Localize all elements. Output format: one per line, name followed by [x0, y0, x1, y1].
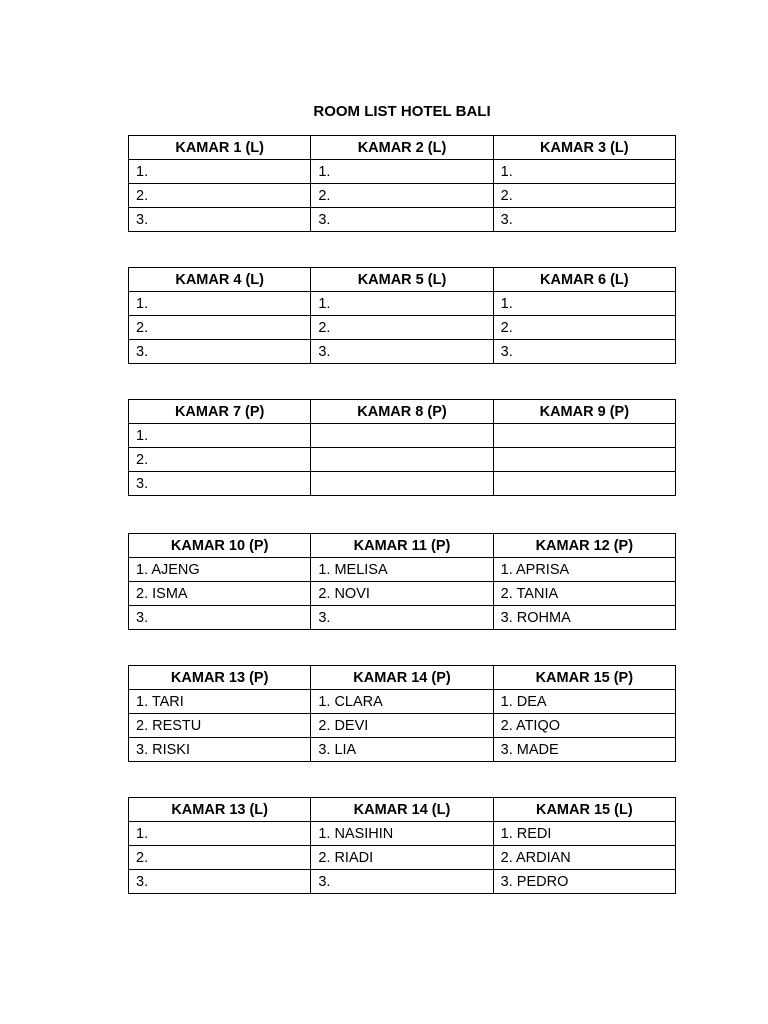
- table-row: [129, 424, 676, 448]
- table-cell: 2. RESTU: [129, 714, 311, 738]
- table-header-cell: KAMAR 11 (P): [311, 534, 493, 558]
- table-cell: 3. MADE: [493, 738, 675, 762]
- table-cell: [311, 472, 493, 496]
- table-row: [129, 558, 676, 582]
- table-header-cell: KAMAR 13 (P): [129, 666, 311, 690]
- room-table: [128, 135, 676, 232]
- table-cell: 3.: [129, 606, 311, 630]
- table-header-cell: KAMAR 14 (L): [311, 798, 493, 822]
- table-row: [129, 160, 676, 184]
- table-header-cell: KAMAR 15 (L): [493, 798, 675, 822]
- table-cell: [311, 424, 493, 448]
- table-header-cell: KAMAR 14 (P): [311, 666, 493, 690]
- table-cell: 3. ROHMA: [493, 606, 675, 630]
- table-cell: [493, 448, 675, 472]
- table-cell: 1.: [129, 424, 311, 448]
- table-cell: 3. LIA: [311, 738, 493, 762]
- table-cell: 1.: [493, 160, 675, 184]
- table-cell: 1. TARI: [129, 690, 311, 714]
- table-cell: 3.: [311, 340, 493, 364]
- table-cell: 2.: [129, 846, 311, 870]
- table-cell: 1.: [493, 292, 675, 316]
- room-table: [128, 665, 676, 762]
- room-table: [128, 797, 676, 894]
- table-cell: 1. APRISA: [493, 558, 675, 582]
- table-header-row: [129, 136, 676, 160]
- table-cell: 1.: [129, 160, 311, 184]
- table-cell: 2.: [129, 448, 311, 472]
- table-header-cell: KAMAR 9 (P): [493, 400, 675, 424]
- table-cell: 3. PEDRO: [493, 870, 675, 894]
- table-cell: 3.: [129, 870, 311, 894]
- table-header-row: [129, 534, 676, 558]
- table-cell: 2. TANIA: [493, 582, 675, 606]
- table-row: [129, 292, 676, 316]
- table-row: [129, 870, 676, 894]
- table-row: [129, 316, 676, 340]
- table-header-cell: KAMAR 15 (P): [493, 666, 675, 690]
- table-header-cell: KAMAR 3 (L): [493, 136, 675, 160]
- table-header-cell: KAMAR 4 (L): [129, 268, 311, 292]
- table-cell: 3.: [493, 208, 675, 232]
- table-cell: 1.: [129, 822, 311, 846]
- table-row: [129, 448, 676, 472]
- table-row: [129, 472, 676, 496]
- table-cell: 2. ATIQO: [493, 714, 675, 738]
- table-row: [129, 690, 676, 714]
- table-cell: [493, 424, 675, 448]
- table-header-cell: KAMAR 5 (L): [311, 268, 493, 292]
- table-cell: 1. DEA: [493, 690, 675, 714]
- table-header-row: [129, 666, 676, 690]
- table-header-row: [129, 798, 676, 822]
- table-cell: [311, 448, 493, 472]
- table-cell: 2.: [493, 316, 675, 340]
- table-header-cell: KAMAR 13 (L): [129, 798, 311, 822]
- table-cell: 3.: [129, 340, 311, 364]
- table-cell: 1.: [311, 160, 493, 184]
- table-cell: 1. AJENG: [129, 558, 311, 582]
- table-cell: 2.: [311, 184, 493, 208]
- table-header-cell: KAMAR 12 (P): [493, 534, 675, 558]
- table-row: [129, 846, 676, 870]
- table-cell: 3.: [129, 208, 311, 232]
- table-header-cell: KAMAR 10 (P): [129, 534, 311, 558]
- table-row: [129, 714, 676, 738]
- room-table: [128, 399, 676, 496]
- table-cell: 2.: [129, 184, 311, 208]
- table-cell: 3.: [493, 340, 675, 364]
- page-title: ROOM LIST HOTEL BALI: [313, 103, 491, 120]
- table-header-cell: KAMAR 2 (L): [311, 136, 493, 160]
- table-cell: 3.: [311, 208, 493, 232]
- table-row: [129, 208, 676, 232]
- table-cell: 2. DEVI: [311, 714, 493, 738]
- table-cell: 2. ARDIAN: [493, 846, 675, 870]
- table-cell: 2. ISMA: [129, 582, 311, 606]
- table-header-row: [129, 400, 676, 424]
- room-table: [128, 267, 676, 364]
- table-cell: [493, 472, 675, 496]
- table-row: [129, 184, 676, 208]
- table-cell: 1. MELISA: [311, 558, 493, 582]
- table-cell: 3.: [311, 606, 493, 630]
- table-cell: 3.: [311, 870, 493, 894]
- table-cell: 2.: [493, 184, 675, 208]
- table-cell: 3.: [129, 472, 311, 496]
- table-row: [129, 606, 676, 630]
- table-header-cell: KAMAR 7 (P): [129, 400, 311, 424]
- table-header-cell: KAMAR 6 (L): [493, 268, 675, 292]
- table-row: [129, 582, 676, 606]
- table-row: [129, 738, 676, 762]
- room-table: [128, 533, 676, 630]
- table-header-cell: KAMAR 8 (P): [311, 400, 493, 424]
- table-row: [129, 822, 676, 846]
- table-cell: 2.: [129, 316, 311, 340]
- table-cell: 1. NASIHIN: [311, 822, 493, 846]
- table-header-row: [129, 268, 676, 292]
- table-cell: 2.: [311, 316, 493, 340]
- table-cell: 1.: [311, 292, 493, 316]
- table-cell: 1. REDI: [493, 822, 675, 846]
- table-cell: 1. CLARA: [311, 690, 493, 714]
- table-cell: 3. RISKI: [129, 738, 311, 762]
- table-row: [129, 340, 676, 364]
- table-cell: 2. NOVI: [311, 582, 493, 606]
- table-cell: 2. RIADI: [311, 846, 493, 870]
- table-header-cell: KAMAR 1 (L): [129, 136, 311, 160]
- table-cell: 1.: [129, 292, 311, 316]
